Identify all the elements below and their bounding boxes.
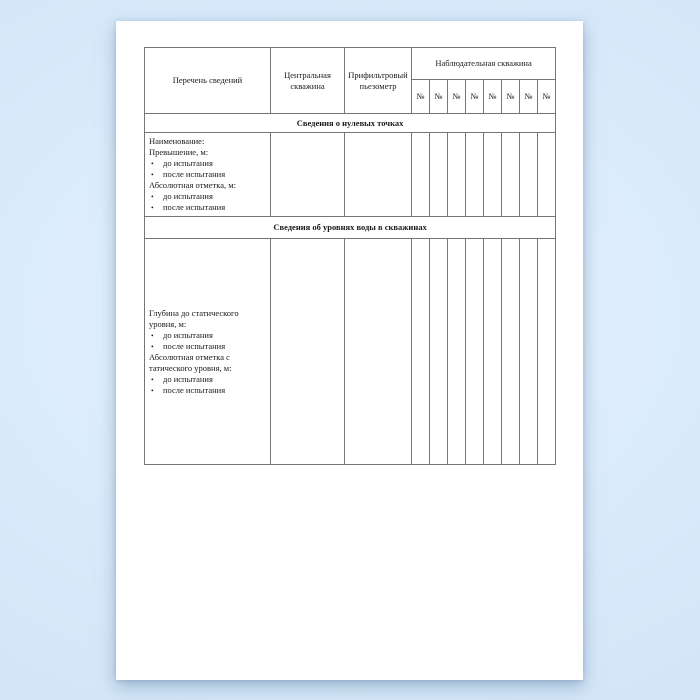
empty-data-cell bbox=[520, 239, 538, 465]
well-number-cell-7: № bbox=[520, 80, 538, 114]
section-title-water-levels: Сведения об уровнях воды в скважинах bbox=[145, 217, 556, 239]
table-header-row bbox=[145, 48, 556, 80]
field-line: • после испытания bbox=[151, 384, 226, 395]
field-line: уровня, м: bbox=[149, 318, 187, 329]
bullet-icon: • bbox=[151, 159, 154, 168]
document-page bbox=[116, 21, 583, 680]
empty-data-cell bbox=[538, 239, 556, 465]
empty-data-cell bbox=[448, 239, 466, 465]
field-line: • после испытания bbox=[151, 202, 226, 212]
well-number-cell-4: № bbox=[466, 80, 484, 114]
empty-data-cell bbox=[271, 133, 345, 217]
empty-data-cell bbox=[430, 133, 448, 217]
empty-data-cell bbox=[412, 239, 430, 465]
empty-data-cell bbox=[466, 133, 484, 217]
field-line: Наименование: bbox=[149, 136, 205, 146]
well-test-data-table bbox=[144, 47, 556, 465]
header-cell-list-of-information: Перечень сведений bbox=[145, 48, 271, 114]
field-line: Глубина до статического bbox=[149, 307, 239, 318]
empty-data-cell bbox=[502, 133, 520, 217]
empty-data-cell bbox=[271, 239, 345, 465]
section-row-zero-points bbox=[145, 114, 556, 133]
well-number-cell-6: № bbox=[502, 80, 520, 114]
empty-data-cell bbox=[345, 133, 412, 217]
empty-data-cell bbox=[448, 133, 466, 217]
field-line: • до испытания bbox=[151, 329, 213, 340]
empty-data-cell bbox=[538, 133, 556, 217]
bullet-icon: • bbox=[151, 374, 154, 384]
header-cell-observation-well: Наблюдательная скважина bbox=[412, 48, 556, 80]
empty-data-cell bbox=[502, 239, 520, 465]
field-line: татического уровня, м: bbox=[149, 362, 232, 373]
empty-data-cell bbox=[484, 239, 502, 465]
empty-data-cell bbox=[466, 239, 484, 465]
empty-data-cell bbox=[520, 133, 538, 217]
bullet-icon: • bbox=[151, 203, 154, 212]
field-line: Абсолютная отметка, м: bbox=[149, 180, 236, 190]
water-levels-labels-cell bbox=[145, 239, 271, 465]
empty-data-cell bbox=[484, 133, 502, 217]
data-row-water-levels bbox=[145, 239, 556, 465]
field-line: • до испытания bbox=[151, 373, 213, 384]
bullet-icon: • bbox=[151, 330, 154, 340]
bullet-icon: • bbox=[151, 170, 154, 179]
field-line: Абсолютная отметка с bbox=[149, 351, 230, 362]
field-line: • до испытания bbox=[151, 158, 213, 168]
well-number-cell-8: № bbox=[538, 80, 556, 114]
header-cell-central-well: Центральная скважина bbox=[271, 48, 345, 114]
well-number-cell-5: № bbox=[484, 80, 502, 114]
bullet-icon: • bbox=[151, 341, 154, 351]
empty-data-cell bbox=[345, 239, 412, 465]
field-line: • до испытания bbox=[151, 191, 213, 201]
bullet-icon: • bbox=[151, 385, 154, 395]
well-number-cell-2: № bbox=[430, 80, 448, 114]
zero-points-labels-cell bbox=[145, 133, 271, 217]
field-line: • после испытания bbox=[151, 340, 226, 351]
bullet-icon: • bbox=[151, 192, 154, 201]
well-number-cell-3: № bbox=[448, 80, 466, 114]
field-line: Превышение, м: bbox=[149, 147, 209, 157]
header-cell-piezometer: Прифильтровый пьезометр bbox=[345, 48, 412, 114]
field-line: • после испытания bbox=[151, 169, 226, 179]
empty-data-cell bbox=[430, 239, 448, 465]
section-row-water-levels bbox=[145, 217, 556, 239]
well-number-cell-1: № bbox=[412, 80, 430, 114]
empty-data-cell bbox=[412, 133, 430, 217]
data-row-zero-points bbox=[145, 133, 556, 217]
section-title-zero-points: Сведения о нулевых точках bbox=[145, 114, 556, 133]
